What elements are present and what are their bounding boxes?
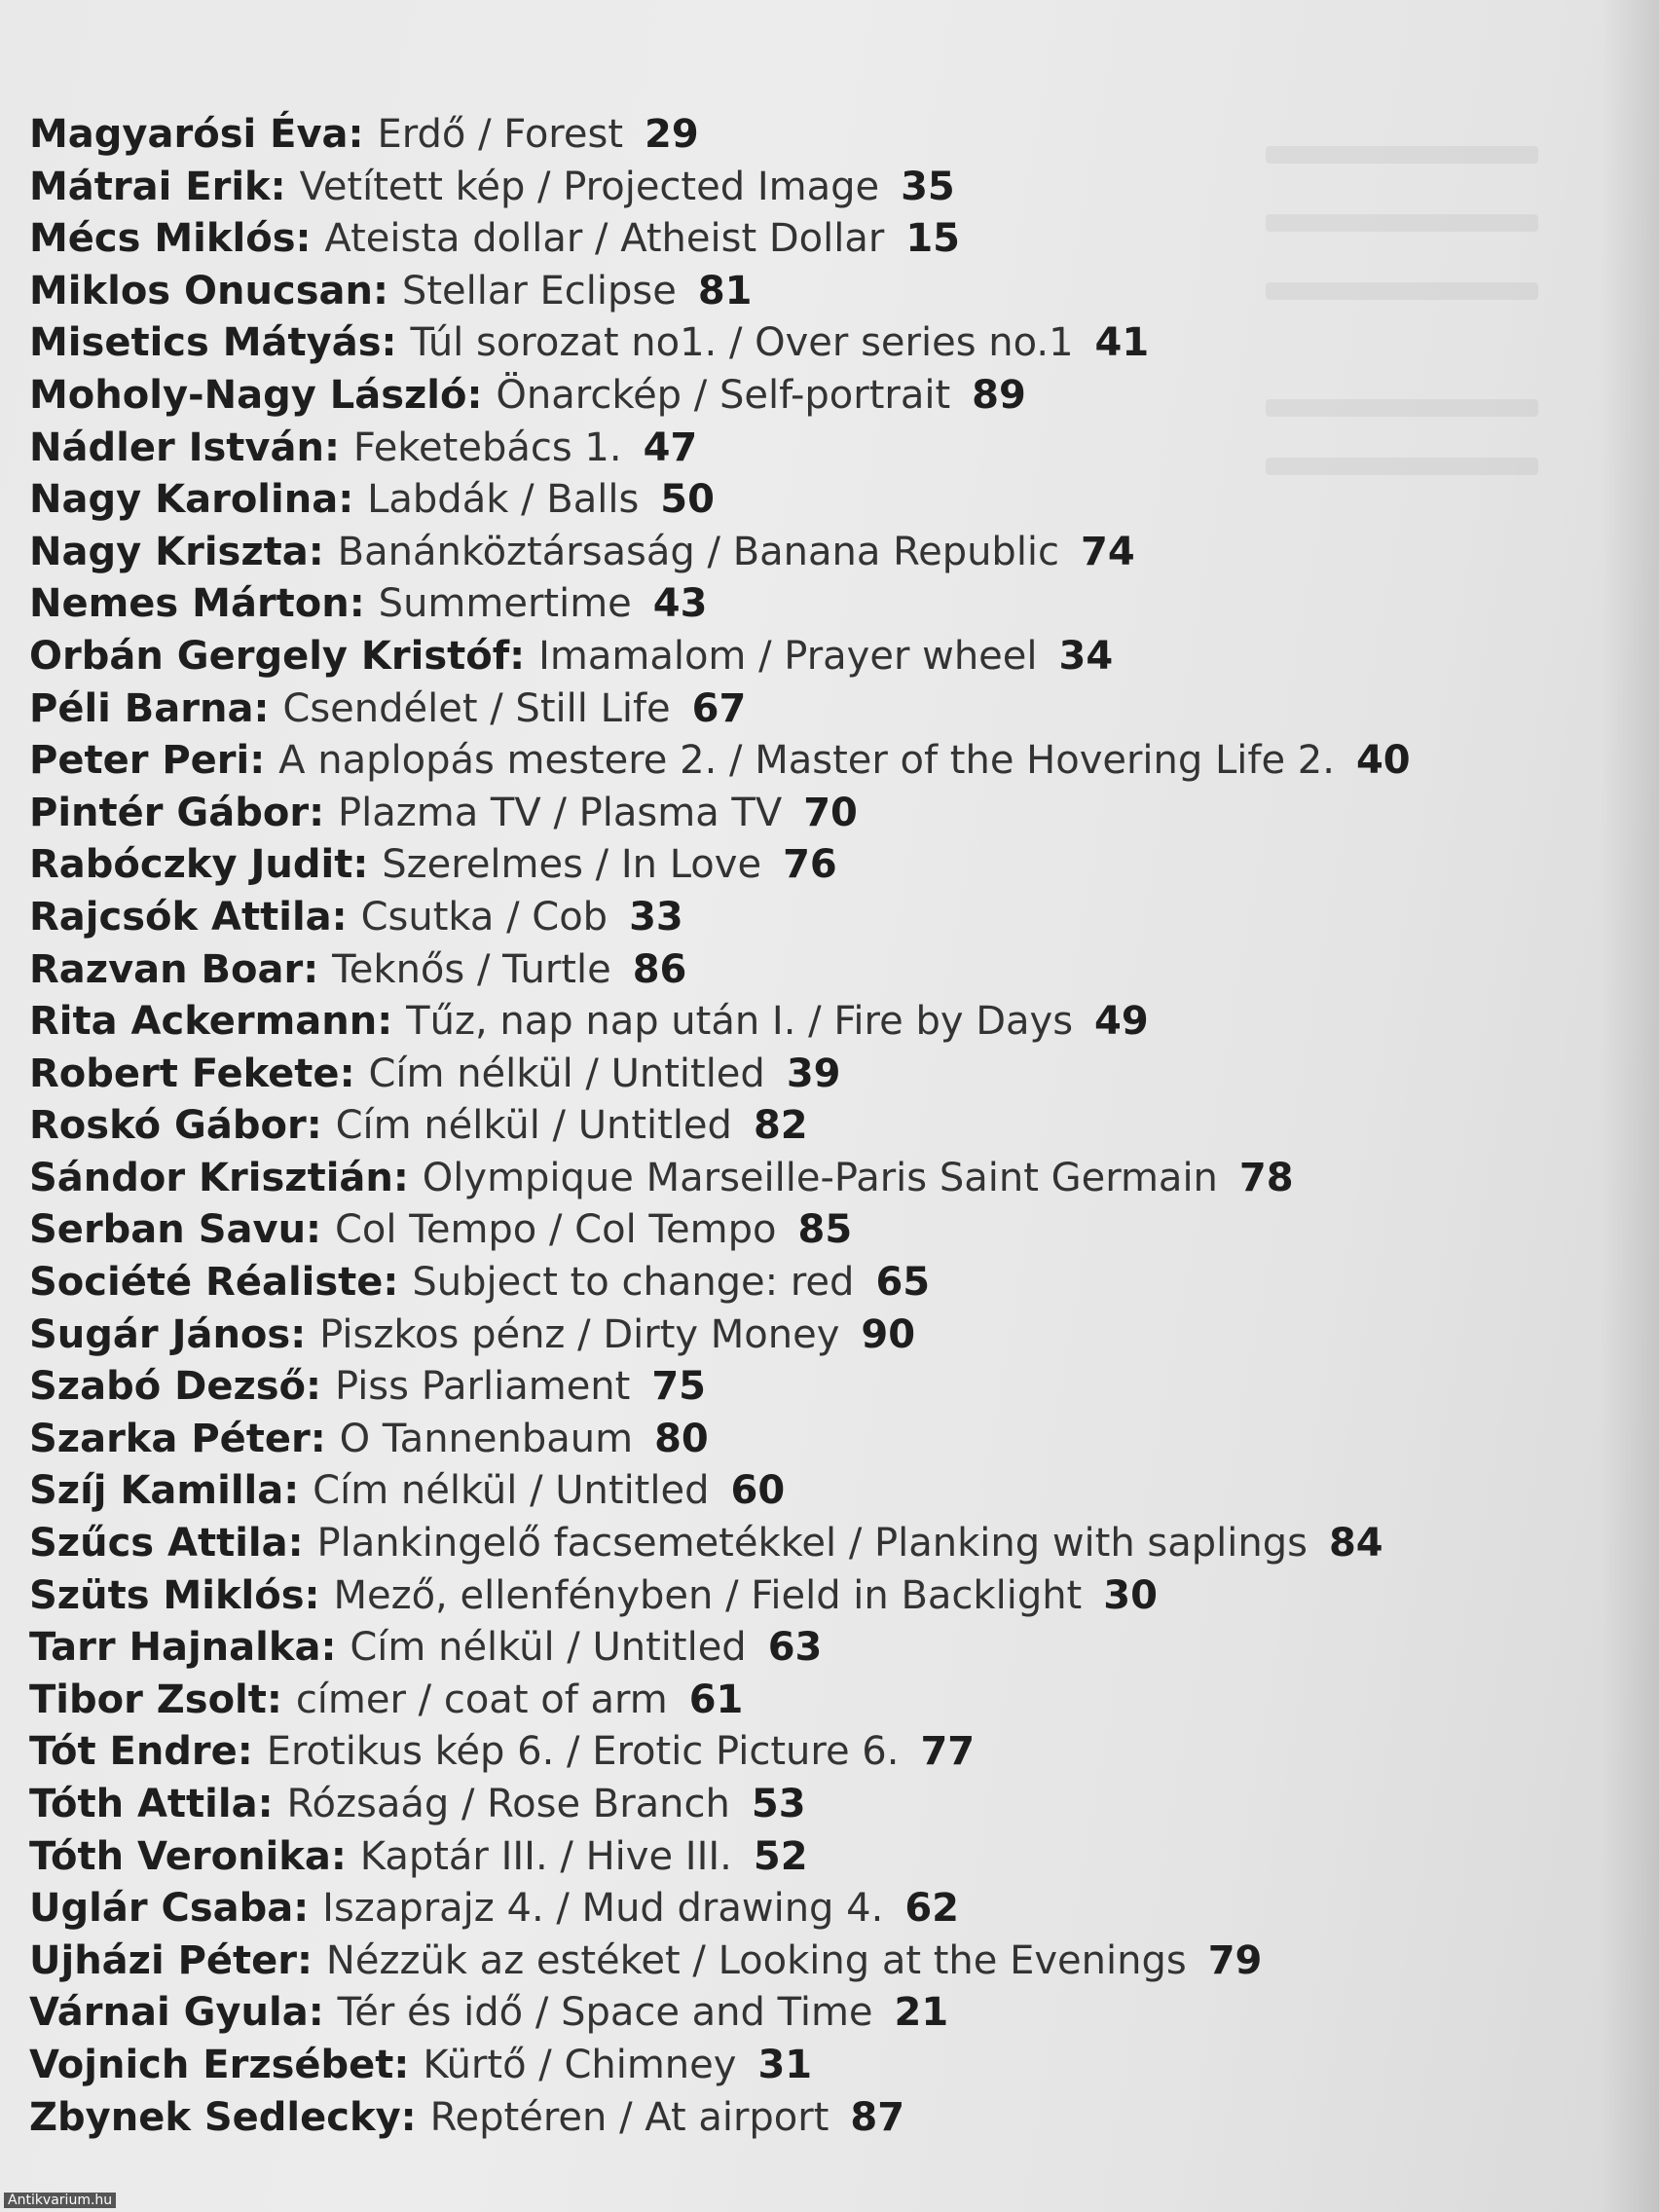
artwork-title: Tér és idő / Space and Time [337,1990,873,2036]
index-entry [29,1518,1490,1570]
artist-name: Rajcsók Attila [29,894,332,940]
artist-name: Pintér Gábor [29,790,310,835]
artwork-title: Stellar Eclipse [401,268,677,313]
artist-name: Razvan Boar [29,946,304,992]
artist-name: Sugár János [29,1311,291,1357]
artwork-title: Feketebács 1. [352,424,622,470]
page-number: 35 [901,164,955,209]
artist-name: Péli Barna [29,685,254,731]
index-entry [29,1257,1490,1309]
artist-separator: : [303,946,333,992]
artist-name: Uglár Csaba [29,1886,294,1932]
page-number: 65 [875,1260,931,1306]
artwork-title: Cím nélkül / Untitled [350,1625,747,1671]
artist-separator: : [400,2094,430,2140]
artwork-title: Piss Parliament [334,1364,631,1410]
index-entry [29,944,1490,997]
artist-name: Sándor Krisztián [29,1155,393,1200]
index-entry [29,109,1490,162]
index-entry [29,474,1490,527]
index-entry [29,1883,1490,1936]
artwork-title: Cím nélkül / Untitled [313,1468,710,1514]
page-number: 76 [783,842,837,888]
page-number: 80 [654,1416,709,1461]
artwork-title: Erdő / Forest [377,112,624,157]
page-number: 79 [1207,1937,1263,1983]
artwork-title: Imamalom / Prayer wheel [538,633,1038,679]
artist-name: Szüts Miklós [29,1572,305,1618]
page-number: 39 [786,1051,841,1096]
artist-name: Szarka Péter [29,1416,311,1461]
artwork-title: Plankingelő facsemetékkel / Planking with saplings [316,1521,1308,1567]
page-number: 82 [753,1103,808,1149]
page-number: 15 [905,216,960,262]
page-number: 70 [803,790,858,835]
artist-separator: : [377,999,407,1045]
artist-name: Peter Peri [29,738,250,784]
artist-separator: : [297,1937,326,1983]
artwork-title: Vetített kép / Projected Image [299,164,880,209]
index-entry [29,1570,1490,1623]
artwork-title: Teknős / Turtle [332,946,611,992]
artwork-title: Kürtő / Chimney [423,2042,737,2087]
watermark: Antikvarium.hu [4,2193,116,2208]
page-number: 50 [660,477,715,523]
artist-separator: : [331,894,361,940]
artist-name: Zbynek Sedlecky [29,2094,401,2140]
artist-separator: : [320,1625,350,1671]
artist-name: Rita Ackermann [29,999,378,1045]
artist-name: Mátrai Erik [29,164,271,209]
artist-separator: : [270,164,300,209]
artwork-title: Labdák / Balls [367,477,640,523]
artist-separator: : [257,1782,287,1826]
index-entry [29,1309,1490,1362]
artwork-title: címer / coat of arm [295,1677,668,1722]
artist-separator: : [237,1729,267,1775]
artist-name: Ujházi Péter [29,1937,297,1983]
artist-index-list [29,109,1490,2144]
artwork-title: Nézzük az estéket / Looking at the Evenings [325,1937,1187,1983]
page-number: 21 [894,1990,949,2036]
artist-name: Tarr Hajnalka [29,1625,321,1671]
artist-separator: : [466,372,497,418]
page-number: 52 [753,1833,808,1879]
page-number: 86 [632,946,687,992]
artist-separator: : [383,1260,413,1306]
artist-separator: : [352,842,383,888]
index-entry [29,735,1490,788]
artist-separator: : [253,685,283,731]
artwork-title: Summertime [378,581,632,627]
artwork-title: Banánköztársaság / Banana Republic [337,529,1060,574]
artist-separator: : [287,1521,317,1567]
page-number: 67 [691,685,747,731]
artist-name: Szűcs Attila [29,1521,288,1567]
artwork-title: Túl sorozat no1. / Over series no.1 [410,320,1074,366]
index-entry [29,2092,1490,2145]
page-number: 49 [1094,999,1149,1045]
artist-separator: : [306,1364,335,1410]
artwork-title: Ateista dollar / Atheist Dollar [324,216,885,262]
index-entry [29,1414,1490,1466]
page-number: 85 [797,1207,853,1253]
page-number: 53 [751,1782,806,1826]
page-number: 77 [920,1729,976,1775]
artwork-title: Col Tempo / Col Tempo [334,1207,777,1253]
artwork-title: Reptéren / At airport [429,2094,830,2140]
artist-separator: : [304,1572,334,1618]
artist-name: Roskó Gábor [29,1103,307,1149]
artwork-title: Kaptár III. / Hive III. [359,1833,732,1879]
page-number: 87 [850,2094,905,2140]
artist-name: Várnai Gyula [29,1990,309,2036]
artist-name: Nemes Márton [29,581,350,627]
artist-name: Serban Savu [29,1207,307,1253]
artist-separator: : [381,320,411,366]
page-number: 40 [1355,738,1411,784]
index-entry [29,162,1490,214]
index-entry [29,788,1490,840]
page-edge-shadow [1601,0,1659,2212]
artist-name: Rabóczky Judit [29,842,353,888]
artist-separator: : [339,1051,369,1096]
index-entry [29,1831,1490,1884]
artwork-title: Szerelmes / In Love [382,842,762,888]
artist-separator: : [293,1886,323,1932]
artist-name: Szíj Kamilla [29,1468,284,1514]
artwork-title: Csutka / Cob [360,894,608,940]
artist-separator: : [295,216,325,262]
artwork-title: Olympique Marseille-Paris Saint Germain [422,1155,1218,1200]
artwork-title: O Tannenbaum [339,1416,634,1461]
artist-name: Misetics Mátyás [29,320,382,366]
artist-separator: : [349,581,379,627]
artist-name: Mécs Miklós [29,216,296,262]
artwork-title: Cím nélkül / Untitled [368,1051,765,1096]
artwork-title: A naplopás mestere 2. / Master of the Hovering Life 2. [278,738,1335,784]
index-entry [29,1204,1490,1257]
index-entry [29,266,1490,318]
artist-separator: : [266,1677,296,1722]
index-entry [29,2040,1490,2092]
artist-name: Moholy-Nagy László [29,372,467,418]
artwork-title: Önarckép / Self-portrait [496,372,951,418]
index-entry [29,839,1490,892]
index-entry [29,1675,1490,1727]
artist-separator: : [392,1155,423,1200]
index-entry [29,1936,1490,1988]
artist-name: Tóth Attila [29,1782,258,1826]
index-entry [29,1465,1490,1518]
index-entry [29,527,1490,579]
page-number: 31 [757,2042,813,2087]
artist-separator: : [338,477,368,523]
artist-name: Tóth Veronika [29,1833,331,1879]
page-number: 41 [1094,320,1150,366]
page-number: 62 [904,1886,959,1932]
index-entry [29,683,1490,736]
page-number: 63 [767,1625,823,1671]
index-entry [29,1779,1490,1831]
index-entry [29,1987,1490,2040]
page-number: 61 [688,1677,744,1722]
page-number: 89 [972,372,1026,418]
artwork-title: Iszaprajz 4. / Mud drawing 4. [322,1886,884,1932]
page-number: 90 [861,1311,916,1357]
artist-name: Orbán Gergely Kristóf [29,633,510,679]
index-entry [29,1361,1490,1414]
artist-separator: : [348,112,378,157]
artist-name: Nagy Karolina [29,477,339,523]
artist-separator: : [249,738,279,784]
index-entry [29,1153,1490,1205]
page-number: 84 [1328,1521,1383,1567]
artist-name: Société Réaliste [29,1260,384,1306]
artwork-title: Csendélet / Still Life [282,685,671,731]
index-entry [29,1049,1490,1101]
artist-separator: : [308,1990,338,2036]
page-number: 78 [1238,1155,1294,1200]
page-number: 75 [651,1364,707,1410]
artist-separator: : [290,1311,320,1357]
artist-separator: : [393,2042,424,2087]
index-entry [29,892,1490,944]
index-entry [29,578,1490,631]
artwork-title: Rózsaág / Rose Branch [286,1782,730,1826]
artist-name: Vojnich Erzsébet [29,2042,394,2087]
artist-separator: : [309,790,338,835]
page-number: 43 [652,581,708,627]
artist-name: Robert Fekete [29,1051,340,1096]
index-entry [29,1622,1490,1675]
artist-name: Tibor Zsolt [29,1677,267,1722]
artist-name: Magyarósi Éva [29,112,349,157]
artist-separator: : [306,1207,335,1253]
index-entry [29,213,1490,266]
page-number: 29 [645,112,699,157]
artwork-title: Erotikus kép 6. / Erotic Picture 6. [266,1729,900,1775]
index-entry [29,370,1490,423]
page-number: 33 [629,894,683,940]
artwork-title: Plazma TV / Plasma TV [338,790,783,835]
artwork-title: Piszkos pénz / Dirty Money [319,1311,840,1357]
artist-separator: : [323,424,353,470]
page-number: 47 [643,424,698,470]
artist-name: Nádler István [29,424,324,470]
artwork-title: Tűz, nap nap után I. / Fire by Days [406,999,1074,1045]
index-entry [29,1726,1490,1779]
artwork-title: Subject to change: red [412,1260,855,1306]
page-number: 34 [1058,633,1114,679]
artist-separator: : [310,1416,340,1461]
artwork-title: Mező, ellenfényben / Field in Backlight [333,1572,1083,1618]
artist-name: Tót Endre [29,1729,238,1775]
index-entry [29,631,1490,683]
index-entry [29,423,1490,475]
artist-separator: : [509,633,539,679]
artist-name: Miklos Onucsan [29,268,373,313]
index-entry [29,317,1490,370]
artwork-title: Cím nélkül / Untitled [335,1103,732,1149]
page-number: 60 [730,1468,786,1514]
artist-separator: : [306,1103,336,1149]
page-number: 30 [1103,1572,1158,1618]
artist-separator: : [330,1833,360,1879]
index-entry [29,996,1490,1049]
page-number: 81 [697,268,753,313]
artist-separator: : [308,529,338,574]
index-entry [29,1100,1490,1153]
artist-separator: : [283,1468,313,1514]
artist-separator: : [373,268,402,313]
page-number: 74 [1081,529,1135,574]
artist-name: Szabó Dezső [29,1364,307,1410]
artist-name: Nagy Kriszta [29,529,309,574]
